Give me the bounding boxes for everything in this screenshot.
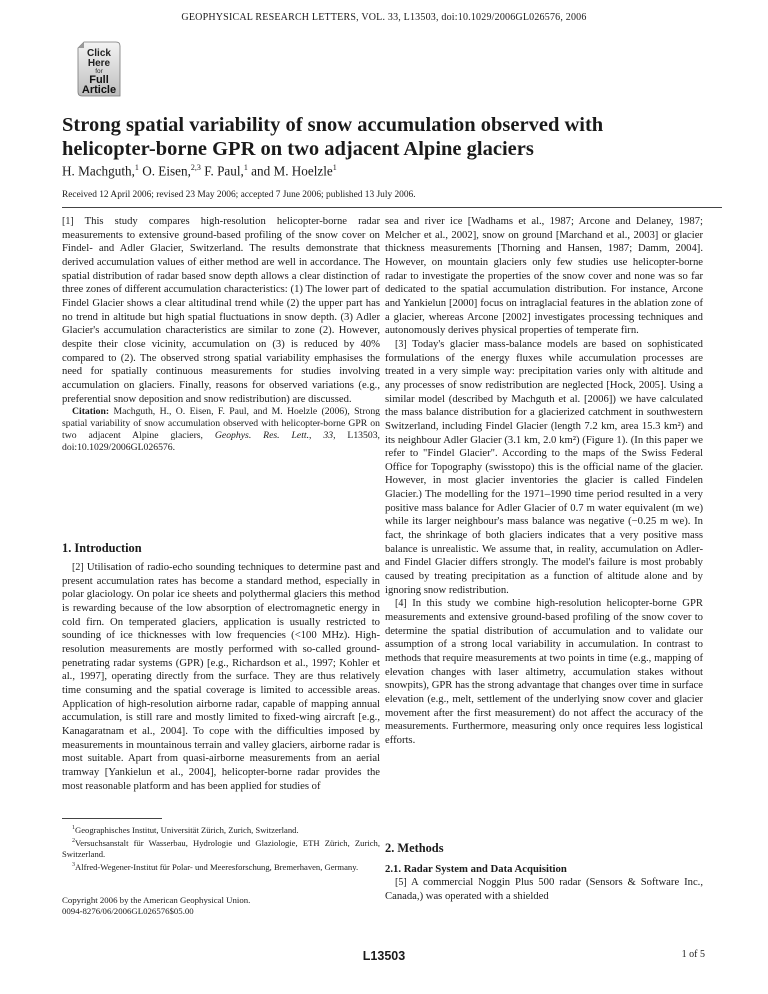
- paragraph-2-continued: sea and river ice [Wadhams et al., 1987; Arcone and Delaney, 1987; Melcher et al., 2002], snow on ground [Marchand et al., 2003] or glacier thickness measurements [Thorning and Hansen, 1987; Damm, 2004]. However, on mountain glaciers only few studies use helicopter-borne radar to investigate the properties of the snow cover and none was so far dedicated to the spatial accumulation distribution. For instance, Arcone and Yankielun [2000] focus on intraglacial features in the ablation zone of a glacier, whereas Arcone [2002] investigates processing techniques and autonomously derives physical properties of temperate firn.: [385, 216, 703, 337]
- author-affiliation: 1: [332, 163, 337, 172]
- author-name: F. Paul,: [204, 163, 244, 179]
- badge-for: for: [95, 68, 103, 75]
- author-affiliation: 1: [243, 163, 248, 172]
- footnote: [62, 836, 380, 860]
- paragraph-4: [385, 597, 703, 747]
- subsection-heading-radar: 2.1. Radar System and Data Acquisition: [385, 863, 567, 875]
- paragraph-3: [385, 338, 703, 597]
- author-name: H. Machguth,: [62, 163, 135, 179]
- footnote-text: Alfred-Wegener-Institut für Polar- und Meeresforschung, Bremerhaven, Germany.: [75, 861, 359, 872]
- paragraph-number: [5]: [395, 877, 407, 888]
- paragraph-number: [4]: [395, 598, 407, 610]
- author-affiliation: 2,3: [190, 163, 201, 172]
- footnote-text: Versuchsanstalt für Wasserbau, Hydrologie und Glaziologie, ETH Zürich, Zurich, Switzerland.: [62, 837, 380, 859]
- title-line-2: helicopter-borne GPR on two adjacent Alpine glaciers: [62, 138, 534, 160]
- page-number: 1 of 5: [681, 949, 705, 960]
- section-heading-methods: 2. Methods: [385, 841, 444, 855]
- introduction-body: [62, 561, 380, 793]
- author-name: O. Eisen,: [142, 163, 191, 179]
- footnote-mark: 1: [72, 825, 75, 831]
- paper-title: [62, 113, 722, 161]
- copyright-notice: [62, 895, 380, 917]
- citation-label: Citation:: [72, 406, 110, 418]
- badge-article: Article: [81, 84, 117, 96]
- paragraph-number: [3]: [395, 338, 407, 350]
- received-dates: Received 12 April 2006; revised 23 May 2006; accepted 7 June 2006; published 13 July 2006.: [62, 190, 416, 200]
- section-heading-introduction: 1. Introduction: [62, 541, 142, 555]
- citation-authors: Machguth, H., O. Eisen, F. Paul, and M. Hoelzle (2006), Strong spatial variability of snow accumulation observed with helicopter-borne GPR on two adjacent Alpine glaciers,: [62, 406, 381, 442]
- citation-end: , L13503, doi:10.1029/2006GL026576.: [62, 430, 380, 454]
- badge-here: Here: [87, 58, 111, 69]
- badge-full: Full: [89, 74, 109, 86]
- author-list: [62, 163, 722, 179]
- paragraph-2: [62, 561, 380, 793]
- footnote: [62, 860, 380, 873]
- article-number: L13503: [362, 949, 406, 963]
- header-divider: [62, 207, 722, 208]
- copyright-line: Copyright 2006 by the American Geophysical Union.: [62, 895, 251, 905]
- paragraph-2-text: Utilisation of radio-echo sounding techniques to determine past and present accumulation rates has become a standard method, especially in polar glaciology. On polar ice sheets and polythermal glaciers this method is rewarding because of the low absorption of electromagnetic energy in cold firn. On temperated glaciers, application is usually restricted to sounding of ice thicknesses with low frequencies (<100 MHz). High-resolution measurements are mostly performed with so-called ground-penetrating radar systems (GPR) [e.g., Richardson et al., 1997; Kohler et al., 1997], operating directly from the surface. They are thus relatively time consuming and the spatial coverage is limited to accessible areas. Application of high-resolution airborne radar, capable of mapping annual accumulation, is still rare and mostly limited to fixed-wing aircraft [e.g., Kanagaratnam et al., 2004]. To cope with the difficulties imposed by measurements in mountainous terrain and valley glaciers, airborne radar is most suitable. Apart from quasi-airborne measurements from an aerial tramway [Yankielun et al., 2004], helicopter-borne radar provides the most reasonable platform and has been applied for studies of: [62, 562, 380, 792]
- abstract-block: [62, 215, 380, 454]
- badge-click: Click: [87, 48, 111, 59]
- footnote-text: Geographisches Institut, Universität Zürich, Zurich, Switzerland.: [75, 824, 299, 835]
- citation-volume: 33: [323, 430, 334, 442]
- paragraph-number: [2]: [72, 562, 84, 573]
- full-article-badge[interactable]: [76, 40, 122, 98]
- paragraph-4-text: In this study we combine high-resolution helicopter-borne GPR measurements and extensive ground-based profiling of the snow cover to determine the spatial distribution of accumulation and to validate our assumption of a strong local variability in accumulation. In contrast to methods that require measurements at two points in time (e.g., mapping of elevation changes with laser altimetry, accumulation stakes without snowpits), GPR has the strong advantage that changes over time in surface elevation (e.g., melt, settlement of the underlying snow cover and glacier movement after the first measurement) do not affect the accuracy of the measurements. Furthermore, measuring only once requires less logistical efforts.: [385, 598, 703, 746]
- paragraph-3-text: Today's glacier mass-balance models are based on sophisticated formulations of the energy fluxes while accumulation processes are treated in a very simple way: precipitation varies only with altitude and any processes of snow redistribution are neglected [Hock, 2005]. Using a similar model (described by Machguth et al. [2006]) we have calculated the mass balance distribution for a glacierized catchment in southwestern Switzerland, including Findel Glacier (length 7.2 km, area 15.3 km²) and its neighbour Adler Glacier (3.1 km, 2.0 km²) (Figure 1). (In this paper we refer to "Findel Glacier". According to the maps of the Swiss Federal Office for Topography (swisstopo) this is the official name of the glacier. However, in most glacier inventories the glacier is called Findelen Glacier.) The modelling for the 1971–1990 time period resulted in a very positive mass balance for Adler Glacier of 0.7 m water equivalent (m we) while its larger neighbour's mass balance was negative (−0.25 m we). In fact, the shrinkage of both glaciers indicates that a very positive mass balance is unrealistic. We assume that, in reality, accumulation on Adler- and Findel Glacier differs strongly. The model's failure is most probably caused by treating precipitation as a function of altitude alone and by ignoring snow redistribution.: [385, 338, 704, 596]
- paragraph-5: [385, 876, 703, 903]
- abstract-paragraph: [62, 215, 380, 406]
- footnote: [62, 823, 380, 836]
- author-affiliation: 1: [134, 163, 139, 172]
- abstract-text: This study compares high-resolution helicopter-borne radar measurements to extensive ground-based profiling of the snow cover on Findel- and Adler Glacier, Switzerland. The results demonstrate that derived accumulation values of either method are well in accordance. The spatial distribution of radar based snow depth allows a clear distinction of three zones of different accumulation characteristics: (1) The lower part of Findel Glacier shows a clear altitudinal trend while (2) the upper part has no trend in altitude but high spatial fluctuations in snow depth. (3) Adler Glacier's accumulation characteristics are similar to zone (2). However, despite their close vicinity, accumulation on (3) is reduced by 40% compared to (2). The observed strong spatial variability emphasises the need for spatially continuous measurements for studies involving accumulation on glaciers. Finally, reasons for observed variations (e.g., preferential snow deposition and snow redistribution) are discussed.: [62, 216, 380, 405]
- footnote-divider: [62, 818, 162, 819]
- methods-body: [385, 876, 703, 903]
- footnote-mark: 3: [72, 861, 75, 868]
- citation-journal: Geophys. Res. Lett.: [214, 430, 310, 442]
- footnote-mark: 2: [72, 837, 75, 844]
- affiliation-footnotes: [62, 823, 380, 873]
- paragraph-number: [1]: [62, 216, 74, 227]
- running-head: GEOPHYSICAL RESEARCH LETTERS, VOL. 33, L13503, doi:10.1029/2006GL026576, 2006: [181, 12, 587, 23]
- right-column-body: [385, 215, 703, 748]
- full-article-icon: [76, 40, 122, 98]
- citation: Citation: Machguth, H., O. Eisen, F. Paul, and M. Hoelzle (2006), Strong spatial variability of snow accumulation observed with helicopter-borne GPR on two adjacent Alpine glaciers, Geophys. Res. Lett., 33, L13503, doi:10.1029/2006GL026576.: [62, 406, 381, 454]
- author-name: and M. Hoelzle: [251, 163, 333, 179]
- paragraph-5-text: A commercial Noggin Plus 500 radar (Sensors & Software Inc., Canada,) was operated with a shielded: [385, 877, 703, 902]
- issn-line: 0094-8276/06/2006GL026576$05.00: [62, 906, 194, 916]
- title-line-1: Strong spatial variability of snow accumulation observed with: [62, 114, 604, 136]
